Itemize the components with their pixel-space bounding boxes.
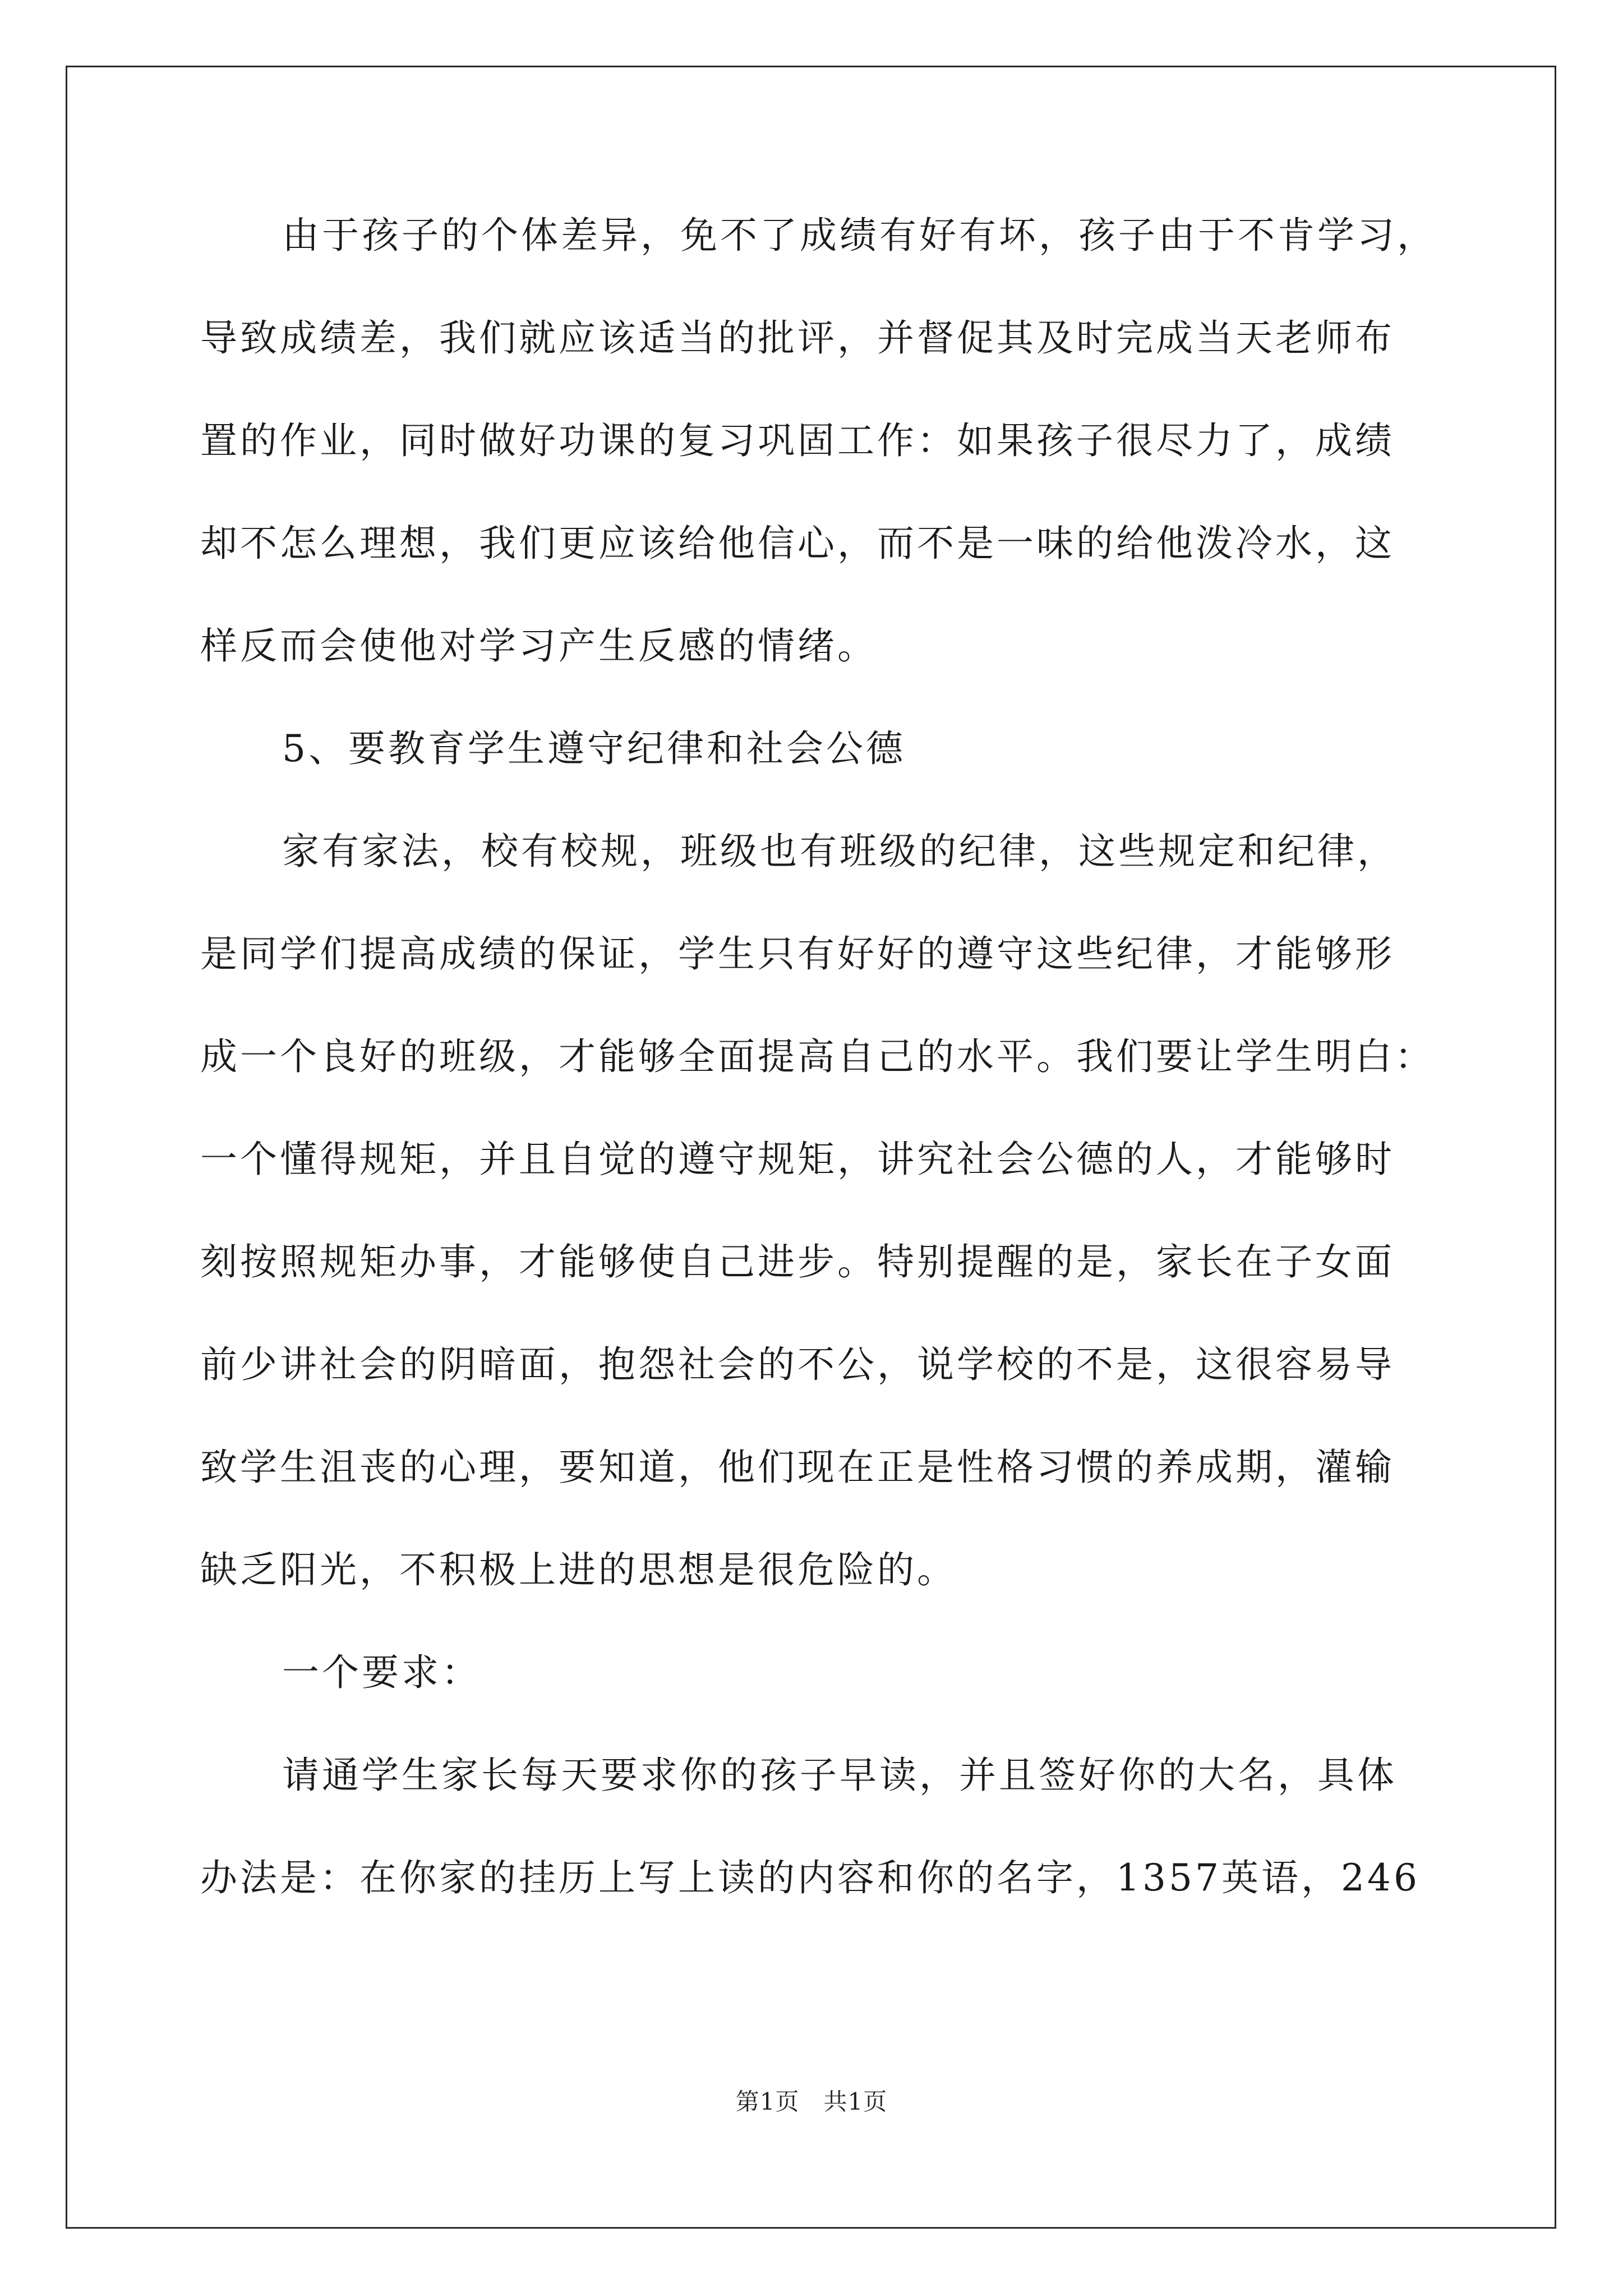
page-footer: 第1页 共1页 (735, 2088, 888, 2115)
paragraph-line: 样反而会使他对学习产生反感的情绪。 (200, 624, 877, 668)
paragraph-line: 却不怎么理想，我们更应该给他信心，而不是一味的给他泼冷水，这 (200, 522, 1395, 565)
paragraph-line: 置的作业，同时做好功课的复习巩固工作：如果孩子很尽力了，成绩 (200, 419, 1395, 462)
paragraph-line: 一个懂得规矩，并且自觉的遵守规矩，讲究社会公德的人，才能够时 (200, 1138, 1395, 1181)
paragraph-line: 刻按照规矩办事，才能够使自己进步。特别提醒的是，家长在子女面 (200, 1240, 1395, 1283)
section-heading: 5、要教育学生遵守纪律和社会公德 (282, 727, 906, 770)
paragraph-line: 办法是：在你家的挂历上写上读的内容和你的名字，1357英语，246 (200, 1856, 1420, 1899)
paragraph-line: 缺乏阳光，不积极上进的思想是很危险的。 (200, 1548, 957, 1591)
paragraph-line: 是同学们提高成绩的保证，学生只有好好的遵守这些纪律，才能够形 (200, 932, 1395, 976)
paragraph-line: 致学生沮丧的心理，要知道，他们现在正是性格习惯的养成期，灌输 (200, 1446, 1395, 1489)
section-heading: 一个要求： (282, 1651, 481, 1694)
paragraph-line: 家有家法，校有校规，班级也有班级的纪律，这些规定和纪律， (282, 830, 1397, 873)
paragraph-line: 请通学生家长每天要求你的孩子早读，并且签好你的大名，具体 (282, 1754, 1397, 1797)
paragraph-line: 前少讲社会的阴暗面，抱怨社会的不公，说学校的不是，这很容易导 (200, 1343, 1395, 1386)
paragraph-line: 成一个良好的班级，才能够全面提高自己的水平。我们要让学生明白： (200, 1035, 1435, 1078)
paragraph-line: 由于孩子的个体差异，免不了成绩有好有坏，孩子由于不肯学习， (282, 214, 1437, 257)
paragraph-line: 导致成绩差，我们就应该适当的批评，并督促其及时完成当天老师布 (200, 316, 1395, 360)
